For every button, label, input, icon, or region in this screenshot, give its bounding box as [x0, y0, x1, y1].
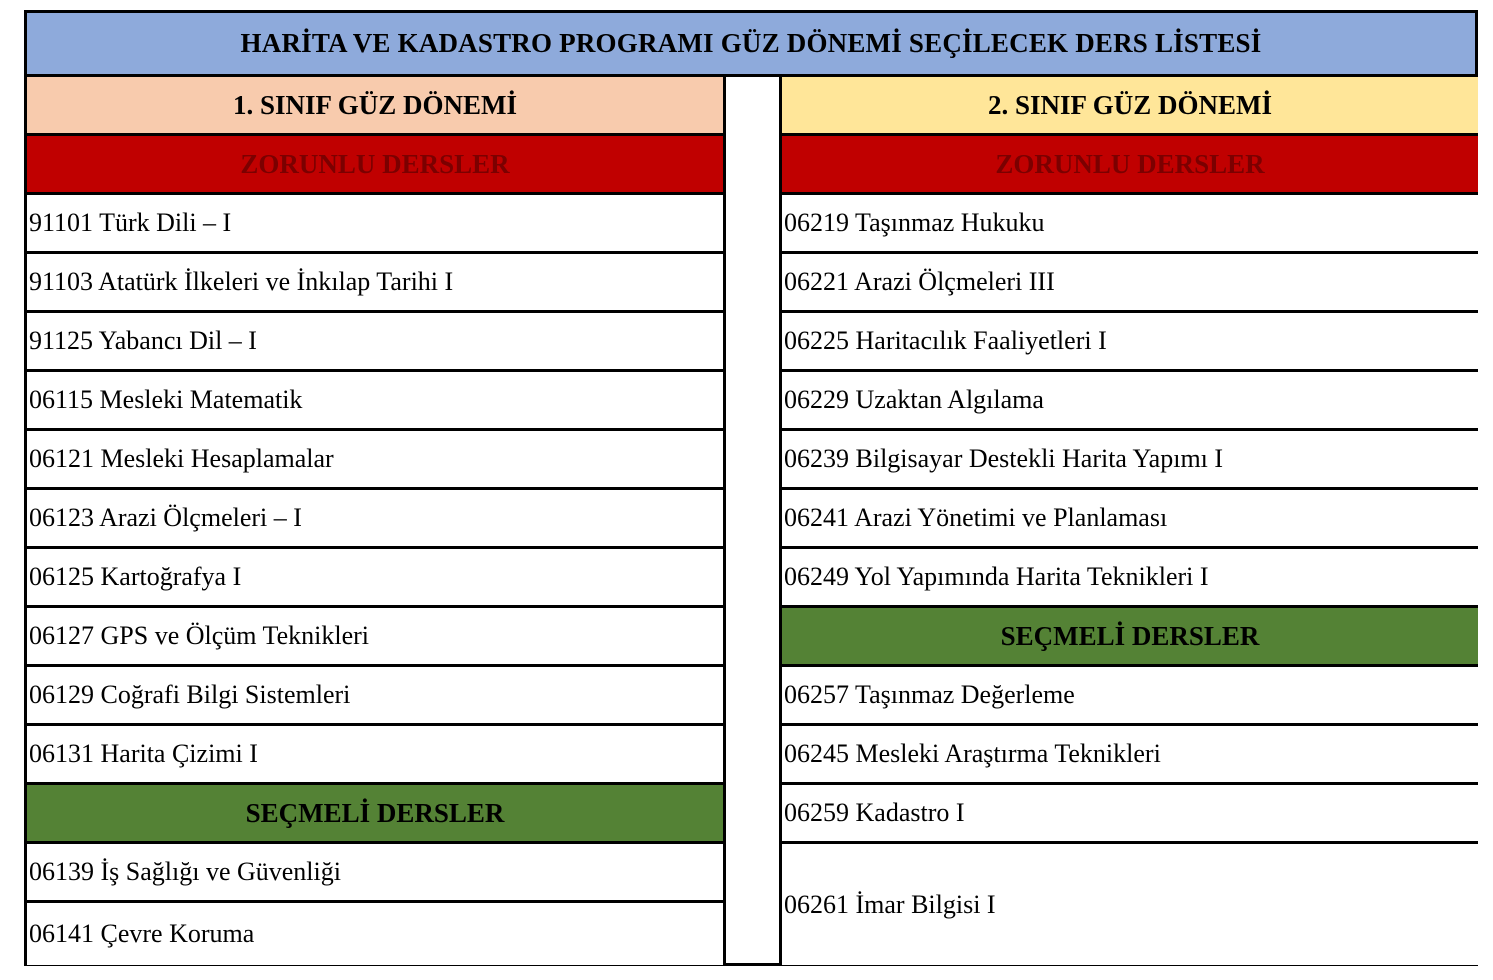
course-row: 06257 Taşınmaz Değerleme — [782, 667, 1478, 726]
course-row: 06249 Yol Yapımında Harita Teknikleri I — [782, 549, 1478, 608]
second-year-elective-header: SEÇMELİ DERSLER — [782, 608, 1478, 667]
course-row: 06241 Arazi Yönetimi ve Planlaması — [782, 490, 1478, 549]
course-row: 06127 GPS ve Ölçüm Teknikleri — [27, 608, 723, 667]
course-row: 06141 Çevre Koruma — [27, 903, 723, 965]
course-row: 06121 Mesleki Hesaplamalar — [27, 431, 723, 490]
course-row: 06225 Haritacılık Faaliyetleri I — [782, 313, 1478, 372]
course-list-sheet — [24, 10, 1478, 966]
page-title: HARİTA VE KADASTRO PROGRAMI GÜZ DÖNEMİ SEÇİLECEK DERS LİSTESİ — [27, 13, 1475, 77]
column-gap — [726, 77, 779, 963]
course-row: 06221 Arazi Ölçmeleri III — [782, 254, 1478, 313]
course-row: 06219 Taşınmaz Hukuku — [782, 195, 1478, 254]
first-year-column — [27, 77, 726, 963]
course-row: 06261 İmar Bilgisi I — [782, 844, 1478, 965]
course-row: 06139 İş Sağlığı ve Güvenliği — [27, 844, 723, 903]
course-row: 06229 Uzaktan Algılama — [782, 372, 1478, 431]
course-row: 06125 Kartoğrafya I — [27, 549, 723, 608]
course-row: 91101 Türk Dili – I — [27, 195, 723, 254]
course-row: 06129 Coğrafi Bilgi Sistemleri — [27, 667, 723, 726]
course-row: 91125 Yabancı Dil – I — [27, 313, 723, 372]
course-row: 06245 Mesleki Araştırma Teknikleri — [782, 726, 1478, 785]
first-year-header: 1. SINIF GÜZ DÖNEMİ — [27, 77, 723, 136]
course-row: 06239 Bilgisayar Destekli Harita Yapımı I — [782, 431, 1478, 490]
first-year-required-header: ZORUNLU DERSLER — [27, 136, 723, 195]
course-row: 06259 Kadastro I — [782, 785, 1478, 844]
course-row: 06115 Mesleki Matematik — [27, 372, 723, 431]
course-row: 06123 Arazi Ölçmeleri – I — [27, 490, 723, 549]
second-year-required-header: ZORUNLU DERSLER — [782, 136, 1478, 195]
second-year-column — [779, 77, 1478, 963]
course-row: 91103 Atatürk İlkeleri ve İnkılap Tarihi I — [27, 254, 723, 313]
course-row: 06131 Harita Çizimi I — [27, 726, 723, 785]
second-year-header: 2. SINIF GÜZ DÖNEMİ — [782, 77, 1478, 136]
first-year-elective-header: SEÇMELİ DERSLER — [27, 785, 723, 844]
